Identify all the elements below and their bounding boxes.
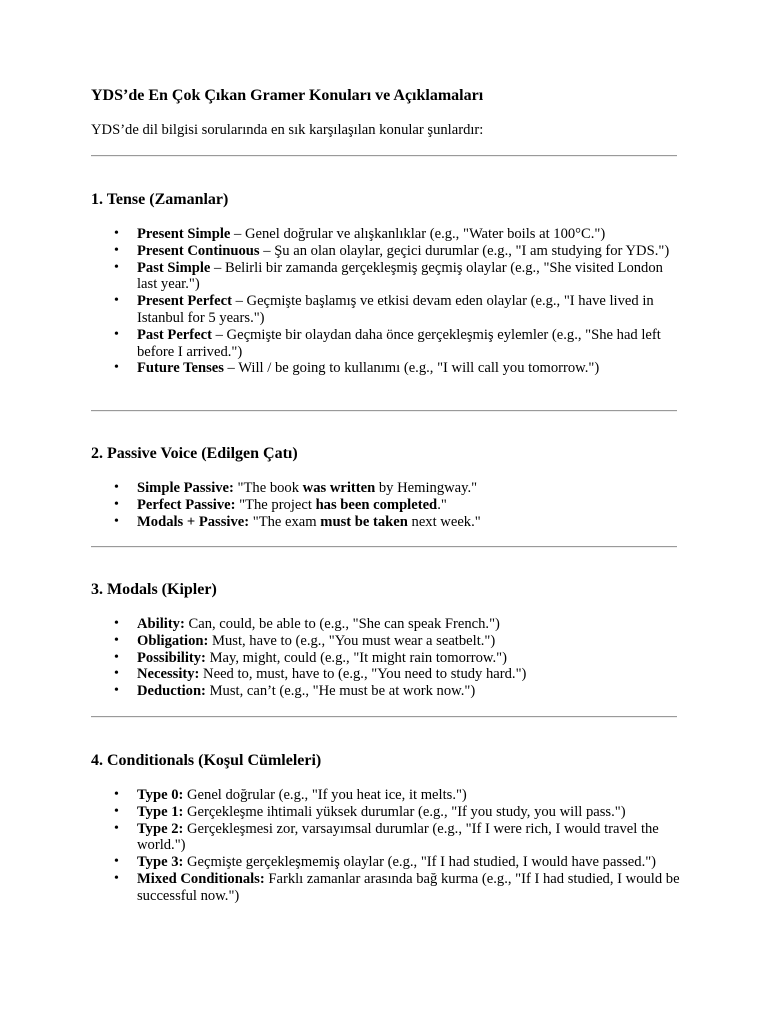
item-label: Deduction: [137, 683, 206, 700]
item-text: Genel doğrular (e.g., "If you heat ice, it melts.") [183, 787, 467, 803]
list-item [91, 480, 681, 497]
item-label: Necessity: [137, 666, 200, 683]
list-item [91, 633, 681, 650]
item-text: May, might, could (e.g., "It might rain tomorrow.") [205, 649, 507, 666]
item-text: Must, have to (e.g., "You must wear a seatbelt.") [208, 632, 496, 649]
horizontal-rule [91, 410, 677, 412]
item-label: Modals + Passive: [137, 513, 250, 530]
list-item [91, 497, 681, 514]
list-item [91, 243, 681, 260]
item-label: Future Tenses [137, 360, 224, 377]
bullet-icon: • [114, 226, 119, 241]
horizontal-rule [91, 716, 677, 718]
item-label: Type 3: [137, 854, 184, 871]
section-modals [91, 580, 681, 700]
item-text: – Geçmişte bir olaydan daha önce gerçekleşmiş eylemler (e.g., "She had left before I arrived.") [137, 326, 661, 360]
item-label: Past Simple [137, 259, 211, 276]
item-text: Can, could, be able to (e.g., "She can speak French.") [184, 616, 500, 632]
conditionals-list [91, 787, 681, 905]
item-label: Present Simple [137, 226, 231, 242]
item-text: – Şu an olan olaylar, geçici durumlar (e.g., "I am studying for YDS.") [259, 242, 670, 259]
bullet-icon: • [114, 242, 119, 258]
bullet-icon: • [114, 513, 119, 529]
list-item [91, 787, 681, 804]
item-text: "The book [233, 480, 303, 496]
item-text: Must, can’t (e.g., "He must be at work now.") [205, 683, 476, 700]
item-text: "The exam [249, 513, 321, 530]
bullet-icon: • [114, 787, 119, 802]
list-item [91, 804, 681, 821]
list-item [91, 650, 681, 667]
bullet-icon: • [114, 360, 119, 376]
list-item [91, 260, 681, 294]
item-emphasis: must be taken [320, 513, 408, 530]
bullet-icon: • [114, 854, 119, 870]
item-label: Obligation: [137, 632, 209, 649]
section-heading: 2. Passive Voice (Edilgen Çatı) [91, 445, 298, 462]
item-text: ." [437, 496, 447, 513]
item-label: Present Continuous [137, 242, 260, 259]
item-label: Type 2: [137, 820, 184, 837]
bullet-icon: • [114, 803, 119, 819]
item-text: next week." [407, 513, 481, 530]
item-text: – Genel doğrular ve alışkanlıklar (e.g., "Water boils at 100°C.") [230, 226, 606, 242]
list-item [91, 666, 681, 683]
horizontal-rule [91, 546, 677, 548]
bullet-icon: • [114, 632, 119, 648]
item-label: Ability: [137, 616, 185, 632]
item-text: – Will / be going to kullanımı (e.g., "I will call you tomorrow.") [223, 360, 600, 377]
section-conditionals [91, 751, 681, 905]
bullet-icon: • [114, 480, 119, 495]
item-label: Perfect Passive: [137, 496, 236, 513]
list-item [91, 226, 681, 243]
passive-list [91, 480, 681, 530]
item-label: Mixed Conditionals: [137, 870, 265, 887]
section-passive-voice [91, 444, 681, 530]
bullet-icon: • [114, 326, 119, 342]
item-text: – Belirli bir zamanda gerçekleşmiş geçmiş olaylar (e.g., "She visited London last year.") [137, 259, 663, 293]
bullet-icon: • [114, 683, 119, 699]
tense-list [91, 226, 681, 377]
bullet-icon: • [114, 666, 119, 682]
item-label: Type 1: [137, 803, 184, 820]
section-heading: 1. Tense (Zamanlar) [91, 191, 229, 208]
list-item [91, 854, 681, 871]
bullet-icon: • [114, 293, 119, 309]
item-text: – Geçmişte başlamış ve etkisi devam eden olaylar (e.g., "I have lived in Istanbul for 5 years.") [137, 293, 654, 326]
list-item [91, 327, 681, 361]
list-item [91, 616, 681, 633]
item-text: Farklı zamanlar arasında bağ kurma (e.g., "If I had studied, I would be successful now.") [137, 870, 680, 904]
modals-list [91, 616, 681, 700]
bullet-icon: • [114, 870, 119, 886]
item-text: Need to, must, have to (e.g., "You need to study hard.") [199, 666, 527, 683]
document-title: YDS’de En Çok Çıkan Gramer Konuları ve Açıklamaları [91, 87, 484, 104]
section-heading: 4. Conditionals (Koşul Cümleleri) [91, 752, 322, 769]
item-text: Geçmişte gerçekleşmemiş olaylar (e.g., "If I had studied, I would have passed.") [183, 854, 657, 871]
bullet-icon: • [114, 496, 119, 512]
section-heading: 3. Modals (Kipler) [91, 581, 217, 598]
list-item [91, 360, 681, 377]
horizontal-rule [91, 155, 677, 157]
item-text: Gerçekleşmesi zor, varsayımsal durumlar (e.g., "If I were rich, I would travel the world.") [137, 820, 659, 854]
list-item [91, 821, 681, 855]
bullet-icon: • [114, 259, 119, 275]
bullet-icon: • [114, 649, 119, 665]
item-emphasis: was written [302, 480, 376, 496]
item-text: "The project [235, 496, 316, 513]
bullet-icon: • [114, 616, 119, 631]
item-text: by Hemingway." [375, 480, 478, 496]
item-label: Simple Passive: [137, 480, 234, 496]
item-label: Past Perfect [137, 326, 212, 343]
bullet-icon: • [114, 820, 119, 836]
intro-text: YDS’de dil bilgisi sorularında en sık karşılaşılan konular şunlardır: [91, 122, 484, 138]
item-label: Type 0: [137, 787, 184, 803]
item-text: Gerçekleşme ihtimali yüksek durumlar (e.g., "If you study, you will pass.") [183, 803, 626, 820]
section-tense [91, 190, 681, 377]
list-item [91, 871, 681, 905]
list-item [91, 293, 681, 327]
list-item [91, 514, 681, 531]
item-label: Present Perfect [137, 293, 232, 310]
list-item [91, 683, 681, 700]
item-emphasis: has been completed [315, 496, 438, 513]
item-label: Possibility: [137, 649, 206, 666]
